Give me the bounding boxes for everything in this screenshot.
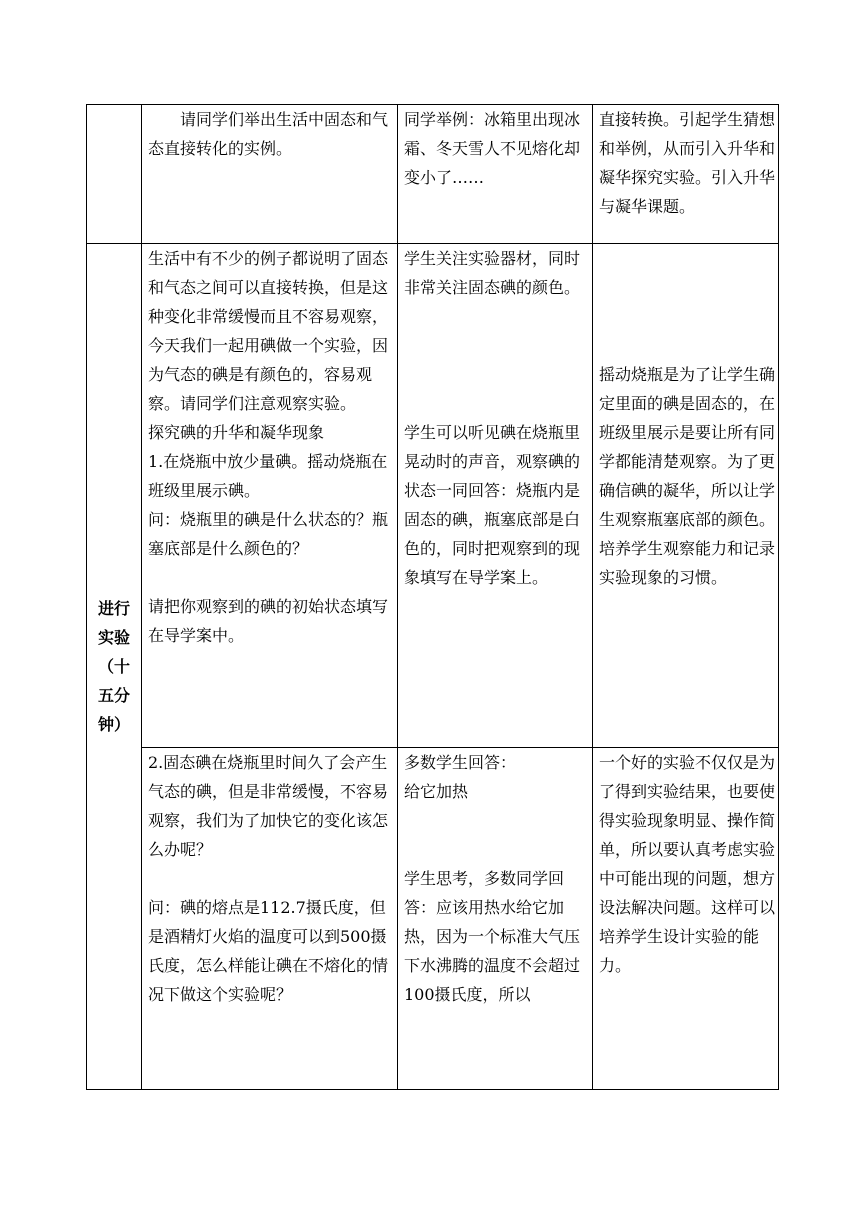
teacher-activity-cell [142, 748, 398, 1090]
teacher-text: 问：烧瓶里的碘是什么状态的？瓶塞底部是什么颜色的？ [148, 510, 389, 558]
teacher-text: 请同学们举出生活中固态和气态直接转化的实例。 [148, 110, 389, 158]
table-row [87, 244, 779, 748]
intent-text: 一个好的实验不仅仅是为了得到实验结果，也要使得实验现象明显、操作简单，所以要认真考虑实验中可能出现的问题，想方设法解决问题。这样可以培养学生设计实验的能力。 [599, 753, 776, 975]
student-text: 学生思考，多数同学回答：应该用热水给它加热，因为一个标准大气压下水沸腾的温度不会超过100摄氏度，所以 [404, 869, 581, 1004]
teacher-text: 1.在烧瓶中放少量碘。摇动烧瓶在班级里展示碘。 [148, 452, 388, 500]
student-activity-cell [398, 105, 593, 244]
stage-cell [87, 105, 142, 244]
student-text: 学生关注实验器材，同时非常关注固态碘的颜色。 [404, 249, 581, 297]
intent-text: 培养学生观察能力和记录实验现象的习惯。 [599, 539, 776, 587]
teacher-text: 问：碘的熔点是112.7摄氏度，但是酒精灯火焰的温度可以到500摄氏度，怎么样能让碘在不熔化的情况下做这个实验呢？ [148, 898, 389, 1004]
design-intent-cell [593, 244, 779, 748]
design-intent-cell [593, 105, 779, 244]
student-text: 给它加热 [404, 782, 469, 801]
teacher-activity-cell [142, 105, 398, 244]
intent-text: 摇动烧瓶是为了让学生确定里面的碘是固态的，在班级里展示是要让所有同学都能清楚观察。为了更确信碘的凝华，所以让学生观察瓶塞底部的颜色。 [599, 365, 776, 529]
student-text: 同学举例：冰箱里出现冰霜、冬天雪人不见熔化却变小了…… [404, 110, 581, 187]
teacher-text: 2.固态碘在烧瓶里时间久了会产生气态的碘，但是非常缓慢，不容易观察，我们为了加快它的变化该怎么办呢？ [148, 753, 389, 859]
design-intent-cell [593, 748, 779, 1090]
teacher-text: 生活中有不少的例子都说明了固态和气态之间可以直接转换，但是这种变化非常缓慢而且不容易观察，今天我们一起用碘做一个实验，因为气态的碘是有颜色的，容易观察。请同学们注意观察实验。 [148, 249, 389, 413]
table-row [87, 748, 779, 1090]
student-activity-cell [398, 748, 593, 1090]
student-text: 多数学生回答： [404, 753, 517, 772]
intent-text: 直接转换。引起学生猜想和举例，从而引入升华和凝华探究实验。引入升华与凝华课题。 [599, 110, 776, 216]
table-row [87, 105, 779, 244]
lesson-plan-table [86, 104, 779, 1090]
student-activity-cell [398, 244, 593, 748]
teacher-text: 探究碘的升华和凝华现象 [148, 423, 325, 442]
teacher-activity-cell [142, 244, 398, 748]
stage-cell [87, 244, 142, 1090]
teacher-text: 请把你观察到的碘的初始状态填写在导学案中。 [148, 597, 389, 645]
student-text: 学生可以听见碘在烧瓶里晃动时的声音，观察碘的状态一同回答：烧瓶内是固态的碘，瓶塞底部是白色的，同时把观察到的现象填写在导学案上。 [404, 423, 581, 587]
stage-label: 进行实验（十五分钟） [97, 599, 130, 734]
